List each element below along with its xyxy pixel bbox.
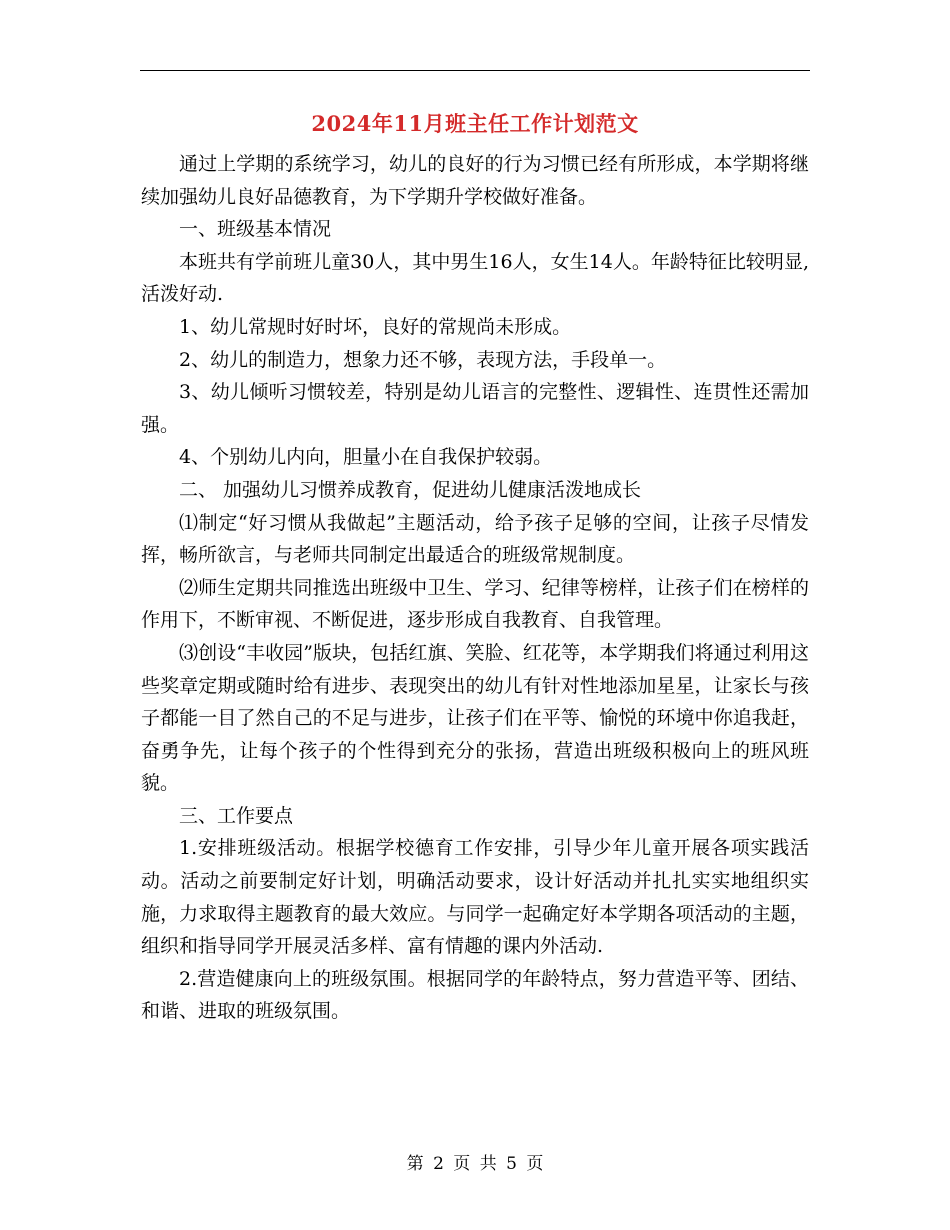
class-overview-paragraph: 本班共有学前班儿童30人，其中男生16人，女生14人。年龄特征比较明显,活泼好动.	[141, 250, 809, 306]
document-title: 2024年11月班主任工作计划范文	[311, 111, 639, 136]
header-rule	[140, 70, 810, 71]
list-item: 2.营造健康向上的班级氛围。根据同学的年龄特点，努力营造平等、团结、和谐、进取的班级氛围。	[141, 967, 809, 1023]
section-heading-class-situation: 一、班级基本情况	[179, 218, 332, 241]
list-item: ⑶创设“丰收园”版块，包括红旗、笑脸、红花等，本学期我们将通过利用这些奖章定期或随时给有进步、表现突出的幼儿有针对性地添加星星，让家长与孩子都能一目了然自己的不足与进步，让孩子们在平等、愉悦的环境中你追我赶，奋勇争先，让每个孩子的个性得到充分的张扬，营造出班级积极向上的班风班貌。	[141, 641, 809, 795]
list-item: 2、幼儿的制造力，想象力还不够，表现方法，手段单一。	[179, 348, 667, 371]
intro-paragraph: 通过上学期的系统学习，幼儿的良好的行为习惯已经有所形成，本学期将继续加强幼儿良好品德教育，为下学期升学校做好准备。	[141, 153, 809, 208]
list-item: 4、个别幼儿内向，胆量小在自我保护较弱。	[179, 446, 553, 469]
list-item: ⑵师生定期共同推选出班级中卫生、学习、纪律等榜样，让孩子们在榜样的作用下，不断审视、不断促进，逐步形成自我教育、自我管理。	[141, 576, 809, 632]
list-item: ⑴制定“好习惯从我做起”主题活动，给予孩子足够的空间，让孩子尽情发挥，畅所欲言，与老师共同制定出最适合的班级常规制度。	[141, 511, 809, 567]
list-item: 1.安排班级活动。根据学校德育工作安排，引导少年儿童开展各项实践活动。活动之前要制定好计划，明确活动要求，设计好活动并扎扎实实地组织实施，力求取得主题教育的最大效应。与同学一起确定好本学期各项活动的主题，组织和指导同学开展灵活多样、富有情趣的课内外活动.	[141, 837, 809, 958]
section-heading-work-points: 三、工作要点	[179, 804, 294, 827]
list-item: 3、幼儿倾听习惯较差，特别是幼儿语言的完整性、逻辑性、连贯性还需加强。	[141, 381, 809, 436]
list-item: 1、幼儿常规时好时坏，良好的常规尚未形成。	[179, 315, 572, 338]
document-body	[141, 148, 809, 1028]
section-heading-habit-education: 二、 加强幼儿习惯养成教育，促进幼儿健康活泼地成长	[179, 478, 642, 501]
page-number: 第 2 页 共 5 页	[406, 1154, 544, 1174]
